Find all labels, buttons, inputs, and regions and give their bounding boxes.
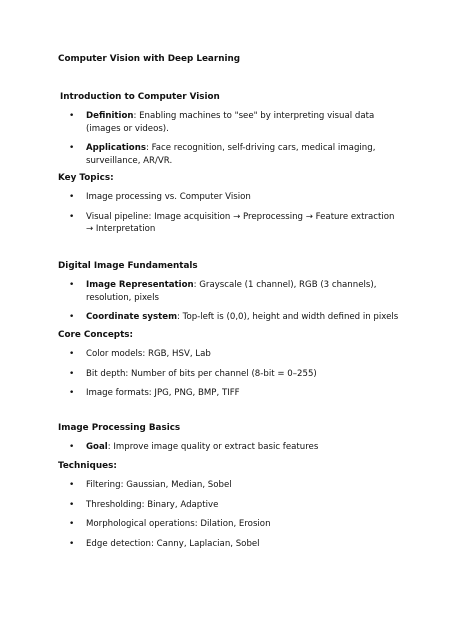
item-text: : Improve image quality or extract basic features (107, 442, 319, 453)
bullet-icon: • (69, 143, 75, 154)
section-digital-image-fundamentals (58, 260, 404, 324)
bullet-icon: • (69, 499, 75, 510)
list-item (58, 191, 404, 203)
bullet-list (58, 279, 404, 323)
item-text: : Grayscale (1 channel), RGB (3 channels), resolution, pixels (86, 280, 377, 303)
list-item (58, 348, 404, 360)
list-item (58, 368, 404, 380)
item-text: : Face recognition, self-driving cars, medical imaging, surveillance, AR/VR. (86, 143, 376, 166)
bullet-list (58, 479, 404, 550)
item-term: Applications (86, 143, 146, 154)
bullet-icon: • (69, 312, 75, 323)
bullet-list (58, 191, 404, 235)
list-item (58, 311, 404, 323)
list-item (58, 279, 404, 304)
list-item (58, 499, 404, 511)
list-item (58, 479, 404, 491)
item-term: Coordinate system (86, 312, 178, 323)
item-text: Thresholding: Binary, Adaptive (86, 499, 219, 510)
bullet-icon: • (69, 538, 75, 549)
item-text: Image processing vs. Computer Vision (86, 192, 251, 203)
list-item (58, 538, 404, 550)
bullet-list (58, 441, 404, 453)
item-term: Definition (86, 111, 134, 122)
section-introduction (58, 91, 404, 167)
item-text: Edge detection: Canny, Laplacian, Sobel (86, 538, 260, 549)
item-text: Bit depth: Number of bits per channel (8-bit = 0–255) (86, 368, 317, 379)
item-text: Image formats: JPG, PNG, BMP, TIFF (86, 388, 240, 399)
section-key-topics (58, 172, 404, 236)
document-title: Computer Vision with Deep Learning (58, 54, 241, 64)
item-text: Color models: RGB, HSV, Lab (86, 349, 211, 360)
bullet-icon: • (69, 519, 75, 530)
section-heading: Key Topics: (58, 173, 114, 183)
section-heading: Image Processing Basics (58, 423, 181, 433)
section-heading: Techniques: (58, 461, 117, 471)
item-term: Image Representation (86, 280, 194, 291)
list-item (58, 142, 404, 167)
section-core-concepts (58, 329, 404, 400)
item-text: Filtering: Gaussian, Median, Sobel (86, 480, 232, 491)
item-text: : Enabling machines to "see" by interpreting visual data (images or videos). (86, 111, 375, 134)
item-text: : Top-left is (0,0), height and width defined in pixels (177, 312, 399, 323)
list-item (58, 110, 404, 135)
section-image-processing-basics (58, 422, 404, 454)
list-item (58, 387, 404, 399)
bullet-icon: • (69, 280, 75, 291)
list-item (58, 441, 404, 453)
section-techniques (58, 460, 404, 550)
section-heading: Core Concepts: (58, 330, 134, 340)
list-item (58, 211, 404, 236)
bullet-icon: • (69, 111, 75, 122)
list-item (58, 518, 404, 530)
bullet-icon: • (69, 211, 75, 222)
bullet-icon: • (69, 192, 75, 203)
bullet-icon: • (69, 442, 75, 453)
bullet-icon: • (69, 388, 75, 399)
bullet-icon: • (69, 480, 75, 491)
section-heading: Digital Image Fundamentals (58, 261, 198, 271)
bullet-icon: • (69, 368, 75, 379)
item-text: Visual pipeline: Image acquisition → Preprocessing → Feature extraction → Interpretation (86, 211, 395, 235)
item-text: Morphological operations: Dilation, Erosion (86, 519, 271, 530)
bullet-list (58, 348, 404, 399)
section-heading: Introduction to Computer Vision (60, 92, 220, 102)
bullet-list (58, 110, 404, 167)
item-term: Goal (86, 442, 108, 453)
bullet-icon: • (69, 349, 75, 360)
